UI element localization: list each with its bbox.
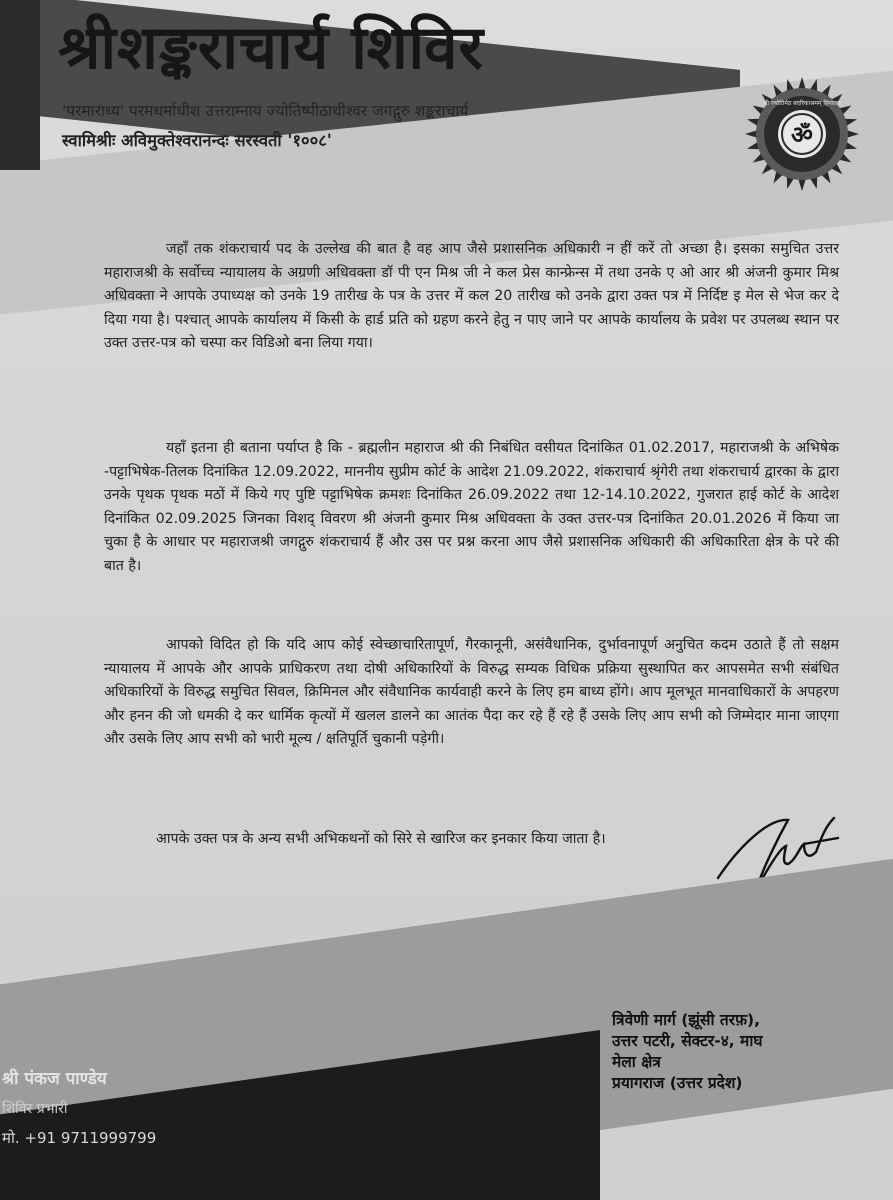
- paragraph-2: यहाँ इतना ही बताना पर्याप्त है कि - ब्रह्मलीन महाराज श्री की निबंधित वसीयत दिनांकित 01.02.2017, महाराजश्री के अभिषेक -पट्टाभिषेक-तिलक दिनांकित 12.09.2022, माननीय सुप्रीम कोर्ट के आदेश 21.09.2022, शंकराचार्य श्रृंगेरी तथा शंकराचार्य द्वारका के द्वारा उनके पृथक पृथक मठों में किये गए पुष्टि पट्टाभिषेक क्रमशः दिनांकित 26.09.2022 तथा 12-14.10.2022, गुजरात हाई कोर्ट के आदेश दिनांकित 02.09.2025 जिनका विशद् विवरण श्री अंजनी कुमार मिश्र अधिवक्ता के उक्त उत्तर-पत्र दिनांकित 20.01.2026 में किया जा चुका है के आधार पर महाराजश्री जगद्गुरु शंकराचार्य हैं और उस पर प्रश्न करना आप जैसे प्रशासनिक अधिकारी की अधिकारिता क्षेत्र के परे की बात है।: [104, 440, 839, 574]
- address-line-3: मेला क्षेत्र: [612, 1053, 661, 1071]
- seal-text: श्री ज्योतिर्मठ बदरिकाश्रमम् हिमालय: [763, 100, 841, 107]
- math-seal-icon: [738, 77, 866, 191]
- svg-text:ॐ: ॐ: [791, 121, 813, 149]
- footer-contact: [2, 1066, 156, 1148]
- letterhead-subtitle-1: 'परमाराध्य' परमधर्माधीश उत्तराम्नाय ज्योतिष्पीठाधीश्वर जगद्गुरु शङ्कराचार्य: [62, 102, 469, 120]
- contact-name: श्री पंकज पाण्डेय: [2, 1069, 107, 1089]
- address-line-2: उत्तर पटरी, सेक्टर-४, माघ: [612, 1032, 763, 1050]
- address-line-4: प्रयागराज (उत्तर प्रदेश): [612, 1074, 743, 1092]
- contact-role: शिविर प्रभारी: [2, 1101, 68, 1117]
- paragraph-1: जहाँ तक शंकराचार्य पद के उल्लेख की बात है वह आप जैसे प्रशासनिक अधिकारी न हीं करें तो अच्छा है। इसका समुचित उत्तर महाराजश्री के सर्वोच्च न्यायालय के अग्रणी अधिवक्ता डॉ पी एन मिश्र जी ने कल प्रेस कान्फ्रेन्स में तथा उनके ए ओ आर श्री अंजनी कुमार मिश्र अधिवक्ता ने आपके उपाध्यक्ष को उनके 19 तारीख के पत्र के उत्तर में कल 20 तारीख को उनके द्वारा उक्त पत्र में निर्दिष्ट इ मेल से भेज कर दे दिया गया है। पश्चात् आपके कार्यालय में किसी के हार्ड प्रति को ग्रहण करने हेतु न पाए जाने पर आपके कार्यालय के प्रवेश पर उपलब्ध स्थान पर उक्त उत्तर-पत्र को चस्पा कर विडिओ बना लिया गया।: [104, 241, 840, 352]
- paragraph-4: आपके उक्त पत्र के अन्य सभी अभिकथनों को सिरे से खारिज कर इनकार किया जाता है।: [156, 831, 606, 847]
- contact-phone: मो. +91 9711999799: [2, 1129, 157, 1147]
- address-line-1: त्रिवेणी मार्ग (झूंसी तरफ़),: [612, 1011, 761, 1029]
- paragraph-3: आपको विदित हो कि यदि आप कोई स्वेच्छाचारितापूर्ण, गैरकानूनी, असंवैधानिक, दुर्भावनापूर्ण अनुचित कदम उठाते हैं तो सक्षम न्यायालय में आपके और आपके प्राधिकरण तथा दोषी अधिकारियों के विरुद्ध सम्यक विधिक प्रक्रिया सुस्थापित कर आपसमेत सभी संबंधित अधिकारियों के विरुद्ध समुचित सिवल, क्रिमिनल और संवैधानिक कार्यवाही करने के लिए हम बाध्य होंगे। आप मूलभूत मानवाधिकारों के अपहरण और हनन की जो धमकी दे कर धार्मिक कृत्यों में खलल डालने का आतंक पैदा कर रहे हैं रहे हैं उसके लिए आप सभी को जिम्मेदार माना जाएगा और उसके लिए आप सभी को भारी मूल्य / क्षतिपूर्ति चुकानी पड़ेगी।: [104, 637, 839, 748]
- footer-address: [612, 1010, 763, 1094]
- letterhead-title: श्रीशङ्कराचार्य शिविर: [58, 13, 484, 83]
- header-edge-strip: [0, 0, 40, 170]
- letterhead-subtitle-2: स्वामिश्रीः अविमुक्तेश्वरानन्दः सरस्वती '१००८': [62, 131, 332, 150]
